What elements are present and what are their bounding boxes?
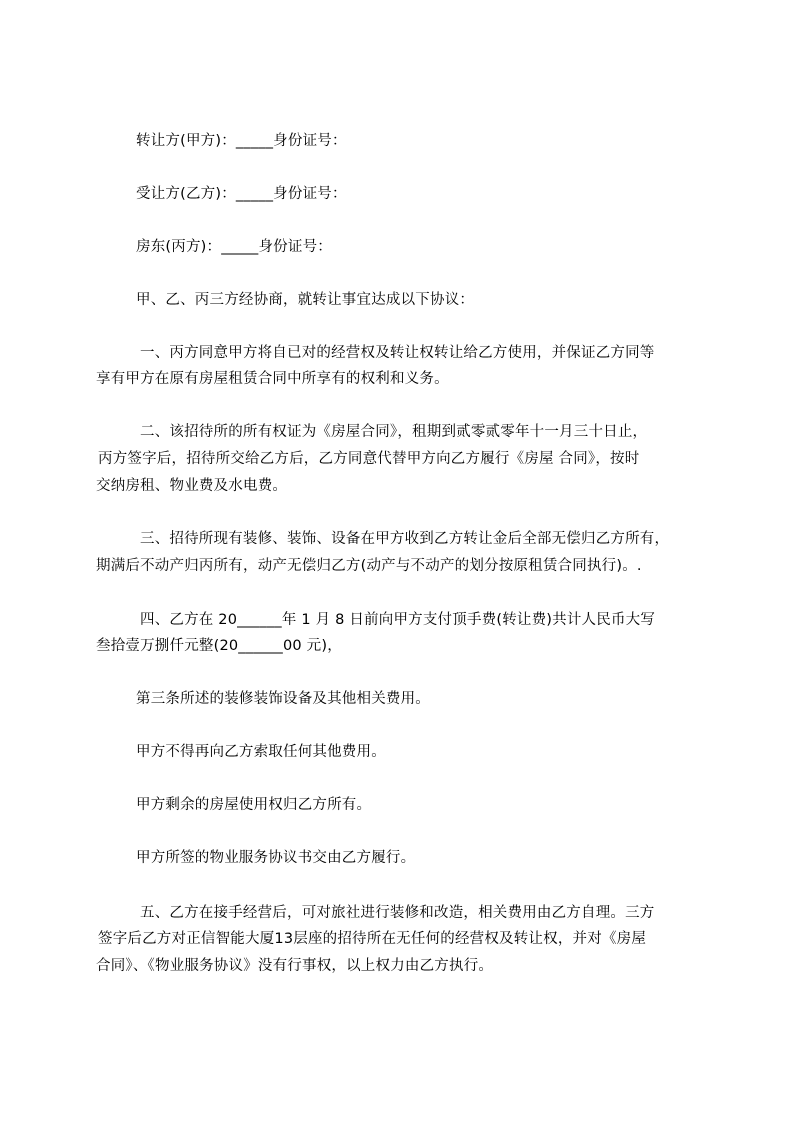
clause-2-line-1: 二、该招待所的所有权证为《房屋合同》，租期到贰零贰零年十一月三十日止， bbox=[140, 424, 648, 440]
clause-5-line-3: 合同》、《物业服务协议》没有行事权，以上权力由乙方执行。 bbox=[96, 958, 494, 974]
transferee-line: 受让方(乙方)：_____身份证号： bbox=[136, 186, 347, 202]
clause-1-line-1: 一、丙方同意甲方将自已对的经营权及转让权转让给乙方使用，并保证乙方同等 bbox=[140, 345, 655, 361]
clause-5-line-1: 五、乙方在接手经营后，可对旅社进行装修和改造，相关费用由乙方自理。三方 bbox=[140, 905, 655, 921]
landlord-line: 房东(丙方)：_____身份证号： bbox=[136, 239, 332, 255]
clause-1-line-2: 享有甲方在原有房屋租赁合同中所享有的权利和义务。 bbox=[96, 371, 449, 387]
item-2: 甲方不得再向乙方索取任何其他费用。 bbox=[136, 744, 386, 760]
item-4: 甲方所签的物业服务协议书交由乙方履行。 bbox=[136, 850, 416, 866]
clause-2-line-2: 丙方签字后，招待所交给乙方后，乙方同意代替甲方向乙方履行《房屋 合同》，按时 bbox=[98, 451, 640, 467]
clause-3-line-1: 三、招待所现有装修、装饰、设备在甲方收到乙方转让金后全部无偿归乙方所有， bbox=[140, 531, 670, 547]
transferor-line: 转让方(甲方)：_____身份证号： bbox=[136, 133, 347, 149]
clause-3-line-2: 期满后不动产归丙所有，动产无偿归乙方(动产与不动产的划分按原租赁合同执行)。. bbox=[96, 558, 642, 574]
clause-4-line-1: 四、乙方在 20______年 1 月 8 日前向甲方支付顶手费(转让费)共计人民币大写 bbox=[140, 612, 656, 628]
intro-paragraph: 甲、乙、丙三方经协商，就转让事宜达成以下协议： bbox=[136, 292, 475, 308]
item-1: 第三条所述的装修装饰设备及其他相关费用。 bbox=[136, 691, 430, 707]
item-3: 甲方剩余的房屋使用权归乙方所有。 bbox=[136, 797, 372, 813]
clause-4-line-2: 叁拾壹万捌仟元整(20______00 元)， bbox=[96, 638, 342, 654]
clause-2-line-3: 交纳房租、物业费及水电费。 bbox=[96, 478, 288, 494]
clause-5-line-2: 签字后乙方对正信智能大厦13层座的招待所在无任何的经营权及转让权，并对《房屋 bbox=[98, 931, 647, 947]
